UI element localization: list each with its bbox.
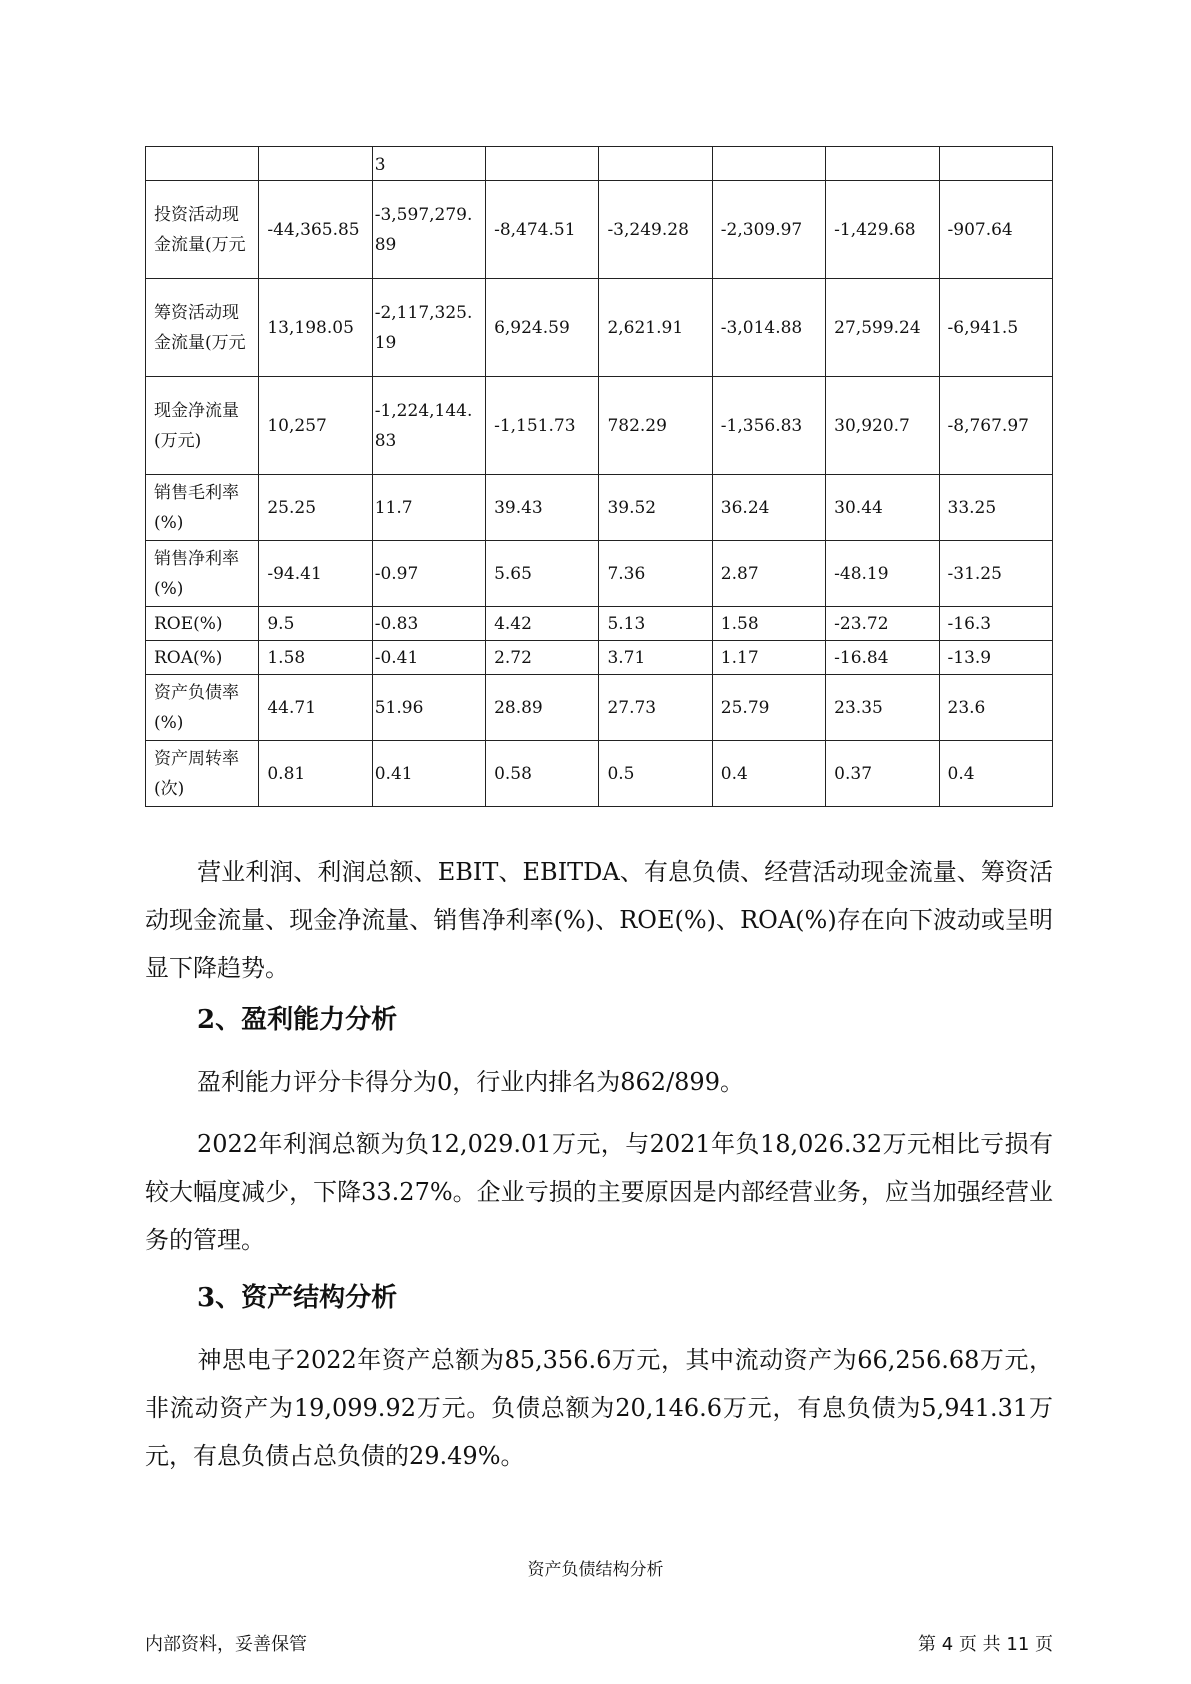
table-cell: 4.42 xyxy=(486,607,599,641)
table-row xyxy=(146,541,1053,607)
paragraph-profit xyxy=(145,1120,1053,1264)
paragraph-assets xyxy=(145,1336,1053,1480)
paragraph-trend-text: 营业利润、利润总额、EBIT、EBITDA、有息负债、经营活动现金流量、筹资活动现金流量、现金净流量、销售净利率(%)、ROE(%)、ROA(%)存在向下波动或呈明显下降趋势。 xyxy=(145,858,1053,982)
table-row xyxy=(146,641,1053,675)
table-cell xyxy=(599,147,712,181)
table-cell: -1,429.68 xyxy=(826,181,939,279)
table-cell: 0.5 xyxy=(599,741,712,807)
table-cell: 0.4 xyxy=(712,741,825,807)
table-cell: 25.79 xyxy=(712,675,825,741)
row-label: 销售毛利率(%) xyxy=(146,475,259,541)
table-cell: 30.44 xyxy=(826,475,939,541)
row-label: 现金净流量(万元) xyxy=(146,377,259,475)
heading-profitability-text: 2、盈利能力分析 xyxy=(197,1005,398,1035)
table-row xyxy=(146,377,1053,475)
table-cell: -44,365.85 xyxy=(259,181,372,279)
table-cell: 13,198.05 xyxy=(259,279,372,377)
table-cell: 0.37 xyxy=(826,741,939,807)
paragraph-trend xyxy=(145,848,1053,992)
paragraph-score xyxy=(145,1058,1053,1106)
financial-table-body xyxy=(146,147,1053,807)
table-cell: -0.97 xyxy=(372,541,485,607)
table-cell: -48.19 xyxy=(826,541,939,607)
table-row xyxy=(146,475,1053,541)
table-cell: -1,151.73 xyxy=(486,377,599,475)
table-cell: -6,941.5 xyxy=(939,279,1052,377)
table-cell: -94.41 xyxy=(259,541,372,607)
row-label xyxy=(146,147,259,181)
table-cell: -31.25 xyxy=(939,541,1052,607)
table-cell: -0.41 xyxy=(372,641,485,675)
table-cell: -3,014.88 xyxy=(712,279,825,377)
table-cell: -8,767.97 xyxy=(939,377,1052,475)
table-cell: 2.87 xyxy=(712,541,825,607)
table-cell: -16.3 xyxy=(939,607,1052,641)
table-cell: 0.81 xyxy=(259,741,372,807)
row-label: 筹资活动现金流量(万元 xyxy=(146,279,259,377)
table-cell: -2,117,325.19 xyxy=(372,279,485,377)
table-row xyxy=(146,279,1053,377)
table-cell: 5.65 xyxy=(486,541,599,607)
table-cell: 28.89 xyxy=(486,675,599,741)
table-cell: -2,309.97 xyxy=(712,181,825,279)
footer-confidential: 内部资料，妥善保管 xyxy=(145,1634,307,1655)
table-cell: 23.6 xyxy=(939,675,1052,741)
table-cell: -3,597,279.89 xyxy=(372,181,485,279)
table-row xyxy=(146,147,1053,181)
table-cell: 27,599.24 xyxy=(826,279,939,377)
table-cell: 3 xyxy=(372,147,485,181)
table-row xyxy=(146,607,1053,641)
table-cell: -3,249.28 xyxy=(599,181,712,279)
table-cell: -13.9 xyxy=(939,641,1052,675)
row-label: 投资活动现金流量(万元 xyxy=(146,181,259,279)
table-cell: 25.25 xyxy=(259,475,372,541)
table-cell: -16.84 xyxy=(826,641,939,675)
table-cell: 7.36 xyxy=(599,541,712,607)
heading-asset-structure-text: 3、资产结构分析 xyxy=(197,1283,398,1313)
table-cell xyxy=(712,147,825,181)
table-cell: 39.43 xyxy=(486,475,599,541)
table-cell: 2,621.91 xyxy=(599,279,712,377)
table-cell: 30,920.7 xyxy=(826,377,939,475)
table-cell: -907.64 xyxy=(939,181,1052,279)
table-cell: -1,356.83 xyxy=(712,377,825,475)
paragraph-score-text: 盈利能力评分卡得分为0，行业内排名为862/899。 xyxy=(197,1068,744,1096)
row-label: ROE(%) xyxy=(146,607,259,641)
table-cell: 2.72 xyxy=(486,641,599,675)
table-cell: 36.24 xyxy=(712,475,825,541)
table-cell: 51.96 xyxy=(372,675,485,741)
table-cell: 0.41 xyxy=(372,741,485,807)
table-cell: -8,474.51 xyxy=(486,181,599,279)
row-label: ROA(%) xyxy=(146,641,259,675)
table-cell: 5.13 xyxy=(599,607,712,641)
table-cell xyxy=(939,147,1052,181)
table-cell: 782.29 xyxy=(599,377,712,475)
figure-caption: 资产负债结构分析 xyxy=(527,1560,664,1580)
table-cell xyxy=(486,147,599,181)
table-cell: 6,924.59 xyxy=(486,279,599,377)
table-cell: 27.73 xyxy=(599,675,712,741)
table-row xyxy=(146,741,1053,807)
financial-table xyxy=(145,146,1053,807)
table-cell: 10,257 xyxy=(259,377,372,475)
table-cell: -23.72 xyxy=(826,607,939,641)
table-cell: 23.35 xyxy=(826,675,939,741)
row-label: 销售净利率(%) xyxy=(146,541,259,607)
heading-profitability xyxy=(145,1000,1053,1040)
table-cell: 3.71 xyxy=(599,641,712,675)
heading-asset-structure xyxy=(145,1278,1053,1318)
table-cell xyxy=(259,147,372,181)
paragraph-assets-text: 神思电子2022年资产总额为85,356.6万元，其中流动资产为66,256.68万元，非流动资产为19,099.92万元。负债总额为20,146.6万元，有息负债为5,941.31万元，有息负债占总负债的29.49%。 xyxy=(145,1346,1053,1470)
row-label: 资产负债率(%) xyxy=(146,675,259,741)
table-cell: 44.71 xyxy=(259,675,372,741)
table-cell: 0.58 xyxy=(486,741,599,807)
table-cell: 1.17 xyxy=(712,641,825,675)
table-cell: 1.58 xyxy=(259,641,372,675)
footer-page-number: 第 4 页 共 11 页 xyxy=(918,1634,1053,1655)
paragraph-profit-text: 2022年利润总额为负12,029.01万元，与2021年负18,026.32万元相比亏损有较大幅度减少，下降33.27%。企业亏损的主要原因是内部经营业务，应当加强经营业务的管理。 xyxy=(145,1130,1053,1254)
table-row xyxy=(146,675,1053,741)
table-row xyxy=(146,181,1053,279)
table-cell xyxy=(826,147,939,181)
table-cell: -0.83 xyxy=(372,607,485,641)
table-cell: 9.5 xyxy=(259,607,372,641)
table-cell: 33.25 xyxy=(939,475,1052,541)
table-cell: 39.52 xyxy=(599,475,712,541)
table-cell: -1,224,144.83 xyxy=(372,377,485,475)
table-cell: 11.7 xyxy=(372,475,485,541)
table-cell: 0.4 xyxy=(939,741,1052,807)
table-cell: 1.58 xyxy=(712,607,825,641)
row-label: 资产周转率(次) xyxy=(146,741,259,807)
